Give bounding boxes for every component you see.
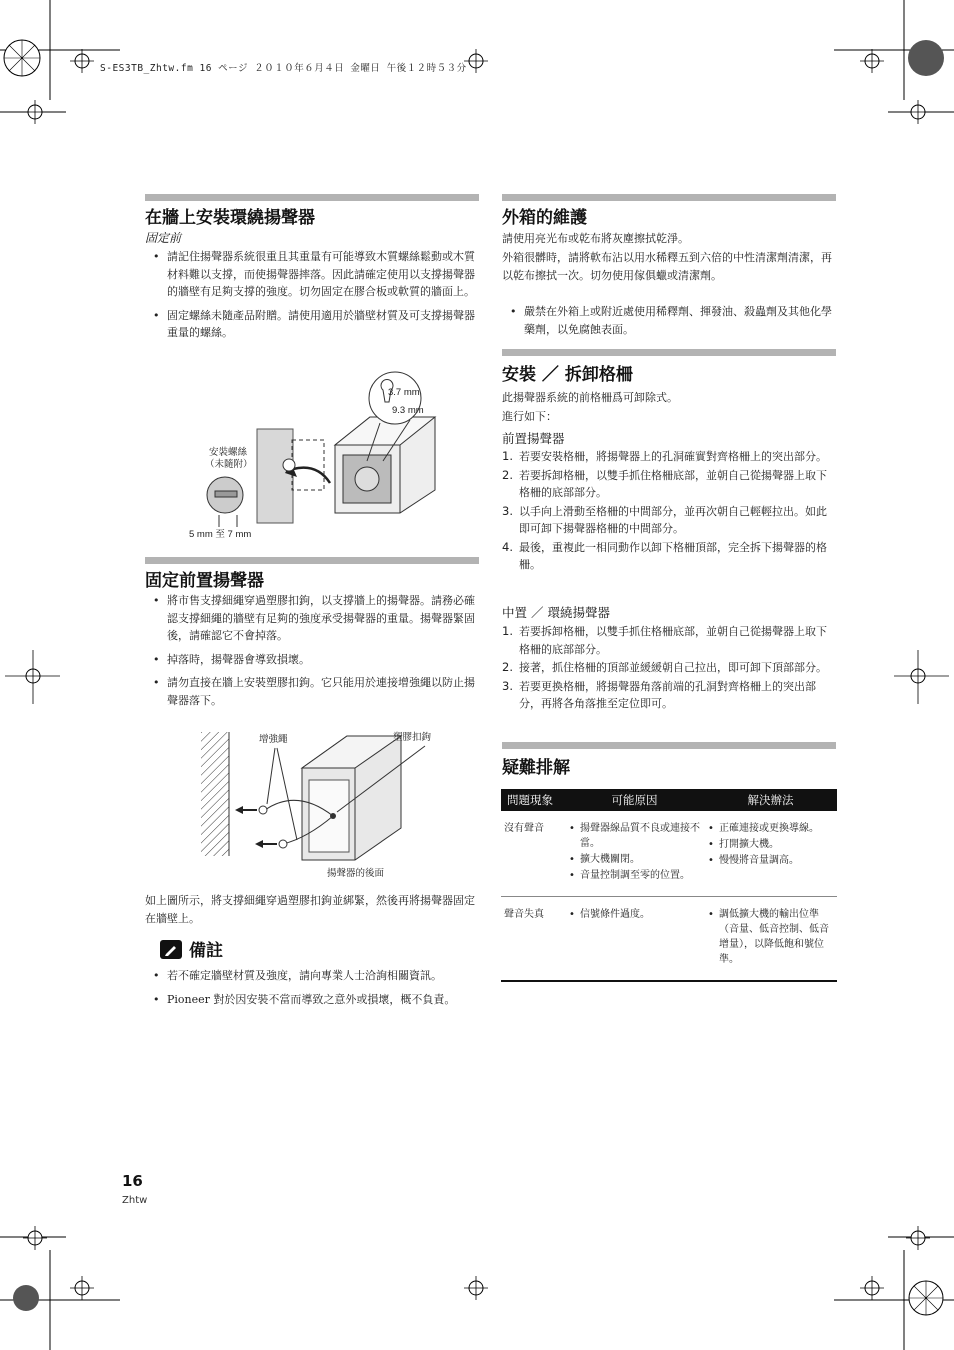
grille-center-title: 中置 ／ 環繞揚聲器	[502, 605, 610, 620]
remedy-cell: • 調低擴大機的輸出位準（音量、低音控制、低音增量），以降低飽和號位準。	[704, 897, 837, 982]
hook-label: 塑膠扣鉤	[393, 732, 432, 743]
front-after-text: 如上圖所示，將支撐細繩穿過塑膠扣鉤並綁緊，然後再將揚聲器固定在牆壁上。	[145, 894, 475, 925]
col-header-remedy: 解決辦法	[704, 789, 837, 811]
front-mount-figure	[197, 728, 469, 884]
col-header-symptom: 問題現象	[501, 789, 565, 811]
screw-label-2: （未隨附）	[205, 459, 253, 470]
table-header-row	[501, 789, 837, 811]
cause-cell: • 信號條件過度。	[565, 897, 704, 982]
trouble-table	[501, 789, 837, 982]
list-item: • 掉落時，揚聲器會導致損壞。	[145, 651, 475, 669]
cabinet-title: 外箱的維護	[502, 208, 587, 228]
screw-label-1: 安裝螺絲	[209, 447, 248, 458]
front-title: 固定前置揚聲器	[145, 571, 264, 591]
notes-title: 備註	[189, 941, 223, 961]
list-item: • 若不確定牆壁材質及強度，請向專業人士洽詢相關資訊。	[145, 967, 480, 985]
crop-target-br	[909, 1281, 943, 1315]
page-number: 16	[122, 1172, 143, 1190]
grille-intro-1: 此揚聲器系統的前格柵爲可卸除式。	[502, 391, 678, 404]
list-item: 2. 接著，抓住格柵的頂部並緩緩朝自己拉出，即可卸下頂部部分。	[502, 660, 827, 674]
list-item: • 固定螺絲未隨產品附贈。請使用適用於牆壁材質及可支撐揚聲器重量的螺絲。	[145, 307, 475, 342]
list-item: 3. 若要更換格柵，將揚聲器角落前端的孔洞對齊格柵上的突出部分，再將各角落推至定位即可。	[502, 678, 816, 710]
section-bar-front	[145, 557, 479, 564]
crop-dot-tr	[908, 40, 944, 76]
wall-title: 在牆上安裝環繞揚聲器	[145, 208, 315, 228]
grille-intro-2: 進行如下：	[502, 410, 557, 423]
notes-bullets	[145, 967, 480, 1014]
wall-subtitle: 固定前	[145, 231, 182, 245]
dim-label-1: 3.7 mm	[388, 387, 420, 398]
grille-front-title: 前置揚聲器	[502, 431, 565, 446]
section-bar-cabinet	[502, 194, 836, 201]
front-bullets	[145, 592, 475, 715]
grille-title: 安裝 ／ 拆卸格柵	[502, 365, 633, 385]
list-item: • 將市售支撐細繩穿過塑膠扣鉤，以支撐牆上的揚聲器。請務必確認支撐細繩的牆壁有足夠的強度承受揚聲器的重量。揚聲器緊固後，請確認它不會掉落。	[145, 592, 475, 645]
trouble-title: 疑難排解	[502, 758, 570, 778]
list-item: 2. 若要拆卸格柵，以雙手抓住格柵底部，並朝自己從揚聲器上取下格柵的底部部分。	[502, 467, 827, 499]
list-item: • 請勿直接在牆上安裝塑膠扣鉤。它只能用於連接增強繩以防止揚聲器落下。	[145, 674, 475, 709]
grille-front-steps	[502, 448, 834, 575]
symptom-cell: 沒有聲音	[501, 811, 565, 897]
crop-target-tl	[4, 40, 40, 76]
list-item: 1. 若要安裝格柵，將揚聲器上的孔洞確實對齊格柵上的突出部分。	[502, 449, 827, 463]
symptom-cell: 聲音失真	[501, 897, 565, 982]
cause-cell: • 揚聲器線品質不良或連接不當。 • 擴大機關閉。 • 音量控制調至零的位置。	[565, 811, 704, 897]
wall-mount-figure	[185, 365, 445, 545]
file-header: S-ES3TB_Zhtw.fm 16 ページ ２０１０年６月４日 金曜日 午後１２時５３分	[100, 63, 467, 74]
section-bar-trouble	[502, 742, 836, 749]
note-icon	[160, 940, 182, 959]
rear-label: 揚聲器的後面	[327, 868, 385, 879]
cabinet-bullets	[502, 303, 832, 344]
section-bar-grille	[502, 349, 836, 356]
cord-label: 增強繩	[259, 734, 288, 745]
section-bar-wall	[145, 194, 479, 201]
table-row	[501, 897, 837, 982]
remedy-cell: • 正確連接或更換導線。 • 打開擴大機。 • 慢慢將音量調高。	[704, 811, 837, 897]
cabinet-p2: 外箱很髒時，請將軟布沾以用水稀釋五到六倍的中性清潔劑清潔，再以乾布擦拭一次。切勿使用傢俱蠟或清潔劑。	[502, 251, 832, 282]
cabinet-p1: 請使用亮光布或乾布將灰塵擦拭乾淨。	[502, 232, 689, 245]
col-header-cause: 可能原因	[565, 789, 704, 811]
list-item: • Pioneer 對於因安裝不當而導致之意外或損壞，概不負責。	[145, 991, 480, 1009]
list-item: 3. 以手向上滑動至格柵的中間部分，並再次朝自己輕輕拉出。如此即可卸下揚聲器格柵的中間部分。	[502, 503, 827, 535]
wall-bullets	[145, 248, 475, 348]
dim-label-2: 9.3 mm	[392, 405, 424, 416]
language-code: Zhtw	[122, 1195, 148, 1206]
table-row	[501, 811, 837, 897]
list-item: • 請記住揚聲器系統很重且其重量有可能導致木質螺絲鬆動或木質材料難以支撐，而使揚聲器摔落。因此請確定使用以支撐揚聲器的牆壁有足夠支撐的強度。切勿固定在膠合板或軟質的牆面上。	[145, 248, 475, 301]
list-item: 1. 若要拆卸格柵，以雙手抓住格柵底部，並朝自己從揚聲器上取下格柵的底部部分。	[502, 624, 827, 656]
depth-label: 5 mm 至 7 mm	[189, 529, 252, 540]
list-item: • 嚴禁在外箱上或附近處使用稀釋劑、揮發油、殺蟲劑及其他化學藥劑，以免腐蝕表面。	[502, 303, 832, 338]
crop-dot-bl	[13, 1285, 39, 1311]
grille-center-steps	[502, 623, 834, 714]
list-item: 4. 最後，重複此一相同動作以卸下格柵頂部，完全拆下揚聲器的格柵。	[502, 539, 827, 571]
